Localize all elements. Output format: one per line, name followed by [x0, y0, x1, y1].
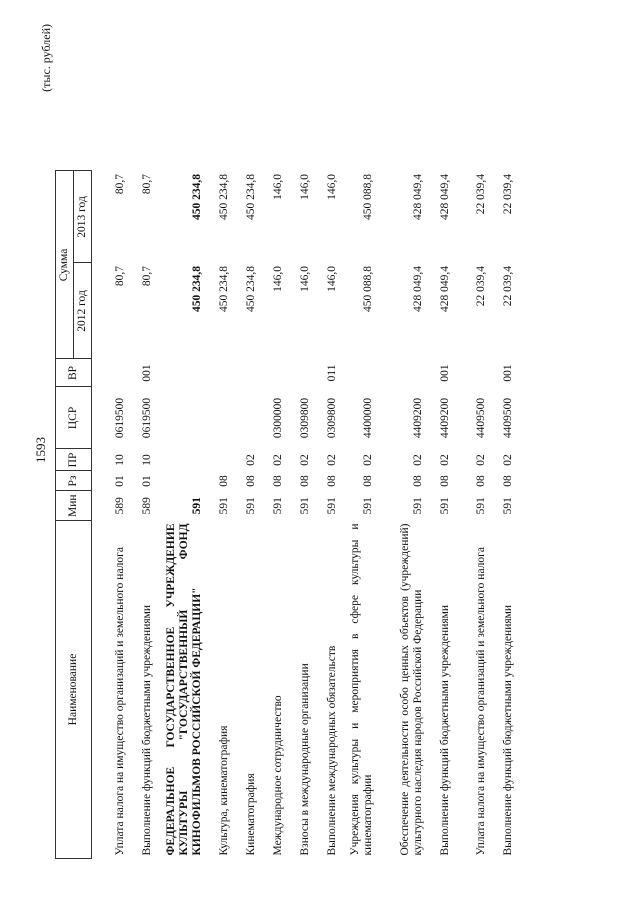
- row-sum-2012: 146,0: [272, 265, 285, 292]
- table-row: [128, 171, 155, 859]
- row-sum-2012: 80,7: [114, 265, 127, 287]
- row-rz: 08: [412, 475, 425, 487]
- row-pr: 02: [412, 454, 425, 466]
- row-min: 591: [326, 497, 339, 515]
- row-name: Уплата налога на имущество организаций и земельного налога: [114, 547, 127, 856]
- row-sum-2013: 22 039,4: [502, 173, 515, 215]
- row-name: Кинематография: [245, 773, 258, 856]
- row-sum-2012: 80,7: [141, 265, 154, 287]
- row-sum-2012: 450 234,8: [218, 265, 231, 312]
- row-vr: [205, 359, 232, 387]
- units-label: (тыс. рублей): [39, 24, 53, 92]
- row-rz: 01: [141, 475, 154, 487]
- row-name: Учреждения культуры и мероприятия в сфере культуры и кинематографии: [349, 523, 375, 856]
- row-sum-2013: 146,0: [326, 173, 339, 200]
- row-sum-2013: 428 049,4: [412, 173, 425, 220]
- table-row: [92, 171, 129, 859]
- header-2013: 2013 год: [74, 171, 92, 263]
- header-name: Наименование: [56, 521, 92, 859]
- row-sum-2013: 80,7: [141, 173, 154, 195]
- row-sum-2012: 450 234,8: [245, 265, 258, 312]
- row-csr: 0309800: [299, 397, 312, 439]
- row-sum-2013: 450 234,8: [245, 173, 258, 220]
- table-row: [376, 171, 426, 859]
- row-pr: 02: [326, 454, 339, 466]
- row-min: 591: [362, 497, 375, 515]
- row-csr: 4409500: [475, 397, 488, 439]
- header-rz: Рз: [56, 471, 92, 491]
- row-pr: 02: [299, 454, 312, 466]
- row-pr: 10: [114, 454, 127, 466]
- row-pr: [205, 449, 232, 471]
- row-min: 591: [502, 497, 515, 515]
- row-vr: [232, 359, 259, 387]
- row-rz: 08: [218, 475, 231, 487]
- row-min: 589: [141, 497, 154, 515]
- header-csr: ЦСР: [56, 387, 92, 449]
- header-pr: ПР: [56, 449, 92, 471]
- row-name: Культура, кинематография: [218, 725, 231, 856]
- budget-table: [55, 170, 516, 859]
- row-min: 591: [299, 497, 312, 515]
- row-csr: 4409200: [412, 397, 425, 439]
- row-name: Выполнение функций бюджетными учреждениями: [502, 604, 515, 856]
- row-sum-2013: 450 088,8: [362, 173, 375, 220]
- header-min: Мин: [56, 491, 92, 521]
- row-sum-2012: 450 088,8: [362, 265, 375, 312]
- row-name: Обеспечение деятельности особо ценных объектов (учреждений) культурного наследия народов Российской Федерации: [399, 523, 425, 856]
- row-min: 591: [218, 497, 231, 515]
- row-name: Международное сотрудничество: [272, 695, 285, 856]
- row-name: Выполнение функций бюджетными учреждениями: [141, 604, 154, 856]
- row-csr: 4409200: [439, 397, 452, 439]
- row-name: Взносы в международные организации: [299, 663, 312, 856]
- table-body: [92, 171, 517, 859]
- row-vr: 011: [326, 364, 339, 382]
- row-vr: 001: [439, 364, 452, 382]
- row-vr: [92, 359, 129, 387]
- row-min: 591: [191, 497, 204, 515]
- row-sum-2013: 80,7: [114, 173, 127, 195]
- row-rz: 08: [326, 475, 339, 487]
- row-sum-2013: 22 039,4: [475, 173, 488, 215]
- row-min: 591: [245, 497, 258, 515]
- table-row: [286, 171, 313, 859]
- row-rz: 08: [362, 475, 375, 487]
- row-vr: 001: [141, 364, 154, 382]
- row-csr: 0300000: [272, 397, 285, 439]
- table-row: [155, 171, 205, 859]
- row-vr: [155, 359, 205, 387]
- row-rz: 08: [299, 475, 312, 487]
- header-sum: Сумма: [56, 171, 74, 359]
- row-rz: 08: [475, 475, 488, 487]
- row-min: 591: [412, 497, 425, 515]
- table-row: [232, 171, 259, 859]
- row-sum-2013: 450 234,8: [191, 173, 204, 220]
- row-sum-2012: 22 039,4: [502, 265, 515, 307]
- row-pr: 02: [272, 454, 285, 466]
- table-row: [205, 171, 232, 859]
- row-sum-2012: 450 234,8: [191, 265, 204, 312]
- table-row: [489, 171, 516, 859]
- row-rz: 08: [439, 475, 452, 487]
- row-pr: 02: [439, 454, 452, 466]
- row-sum-2013: 450 234,8: [218, 173, 231, 220]
- row-sum-2013: 146,0: [272, 173, 285, 200]
- page-number: 1593: [33, 437, 48, 463]
- row-sum-2012: 146,0: [326, 265, 339, 292]
- table-row: [340, 171, 376, 859]
- row-name: Уплата налога на имущество организаций и земельного налога: [475, 547, 488, 856]
- row-sum-2013: 146,0: [299, 173, 312, 200]
- row-rz: 08: [245, 475, 258, 487]
- row-sum-2012: 146,0: [299, 265, 312, 292]
- table-row: [313, 171, 340, 859]
- row-vr: [259, 359, 286, 387]
- row-pr: 02: [245, 454, 258, 466]
- row-min: 591: [439, 497, 452, 515]
- row-csr: [205, 387, 232, 449]
- row-pr: [155, 449, 205, 471]
- header-vr: ВР: [56, 359, 92, 387]
- table-row: [453, 171, 489, 859]
- row-sum-2013: 428 049,4: [439, 173, 452, 220]
- row-csr: 4400000: [362, 397, 375, 439]
- row-csr: 0619500: [114, 397, 127, 439]
- row-pr: 02: [502, 454, 515, 466]
- row-sum-2012: 428 049,4: [412, 265, 425, 312]
- row-rz: 08: [272, 475, 285, 487]
- row-vr: [376, 359, 426, 387]
- row-sum-2012: 22 039,4: [475, 265, 488, 307]
- row-csr: 0309800: [326, 397, 339, 439]
- row-pr: 02: [475, 454, 488, 466]
- row-csr: 4409500: [502, 397, 515, 439]
- row-pr: 02: [362, 454, 375, 466]
- row-csr: [232, 387, 259, 449]
- row-rz: [155, 471, 205, 491]
- row-min: 591: [475, 497, 488, 515]
- table-row: [259, 171, 286, 859]
- row-rz: 08: [502, 475, 515, 487]
- row-pr: 10: [141, 454, 154, 466]
- row-vr: [340, 359, 376, 387]
- row-rz: 01: [114, 475, 127, 487]
- row-vr: [286, 359, 313, 387]
- row-sum-2012: 428 049,4: [439, 265, 452, 312]
- row-csr: 0619500: [141, 397, 154, 439]
- row-vr: 001: [502, 364, 515, 382]
- row-vr: [453, 359, 489, 387]
- row-min: 589: [114, 497, 127, 515]
- header-2012: 2012 год: [74, 263, 92, 359]
- row-min: 591: [272, 497, 285, 515]
- row-csr: [155, 387, 205, 449]
- row-name: ФЕДЕРАЛЬНОЕ ГОСУДАРСТВЕННОЕ УЧРЕЖДЕНИЕ КУЛЬТУРЫ "ГОСУДАРСТВЕННЫЙ ФОНД КИНОФИЛЬМОВ РОССИЙСКОЙ ФЕДЕРАЦИИ": [165, 523, 204, 856]
- row-name: Выполнение функций бюджетными учреждениями: [439, 604, 452, 856]
- table-row: [426, 171, 453, 859]
- row-name: Выполнение международных обязательств: [326, 645, 339, 856]
